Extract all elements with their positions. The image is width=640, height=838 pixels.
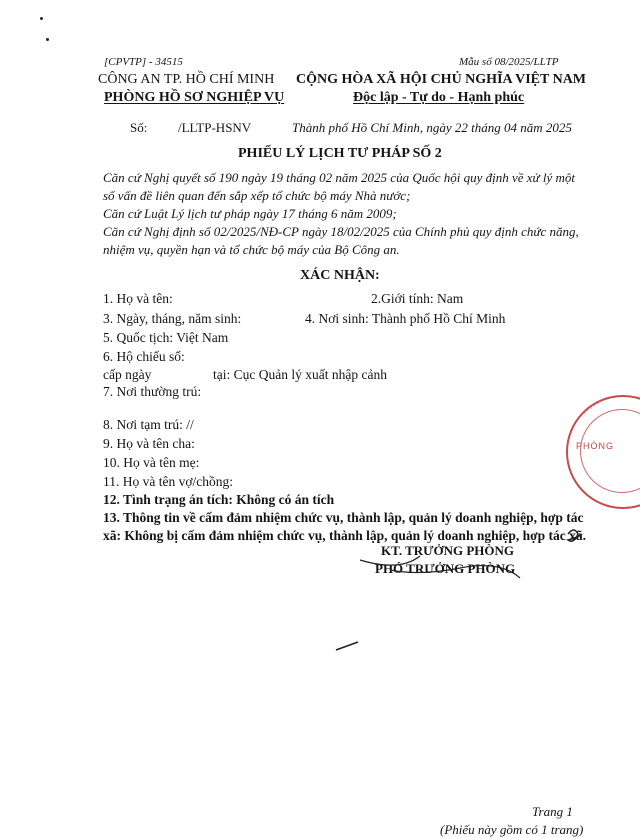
field-spouse-name: 11. Họ và tên vợ/chồng: [103, 474, 233, 489]
field-mother-name: 10. Họ và tên mẹ: [103, 455, 200, 470]
field-issue-date: cấp ngày [103, 367, 152, 382]
page-count-note: (Phiếu này gồm có 1 trang) [440, 822, 584, 837]
seal-text: PHÒNG [576, 441, 615, 451]
signature-title: KT. TRƯỞNG PHÒNG [381, 543, 515, 558]
country-name: CỘNG HÒA XÃ HỘI CHỦ NGHĨA VIỆT NAM [296, 72, 587, 87]
field-issue-place: tại: Cục Quản lý xuất nhập cảnh [213, 367, 387, 382]
scan-speck [46, 38, 49, 41]
field-prohibition-result: xã: Không bị cấm đảm nhiệm chức vụ, thành lập, quản lý doanh nghiệp, hợp tác xã. [103, 528, 586, 543]
form-code: [CPVTP] - 34515 [104, 56, 183, 68]
field-temporary-residence: 8. Nơi tạm trú: // [103, 417, 194, 432]
agency-name: PHÒNG HỒ SƠ NGHIỆP VỤ [104, 90, 285, 105]
seal-inner-ring [580, 409, 640, 493]
field-full-name: 1. Họ và tên: [103, 291, 173, 306]
field-place-of-birth: 4. Nơi sinh: Thành phố Hồ Chí Minh [305, 311, 506, 326]
basis-line: Căn cứ Nghị quyết số 190 ngày 19 tháng 02 năm 2025 của Quốc hội quy định về xử lý một [103, 170, 575, 185]
field-date-of-birth: 3. Ngày, tháng, năm sinh: [103, 311, 242, 326]
field-criminal-record: 12. Tình trạng án tích: Không có án tích [103, 492, 335, 507]
place-date: Thành phố Hồ Chí Minh, ngày 22 tháng 04 năm 2025 [292, 120, 572, 135]
confirm-heading: XÁC NHẬN: [300, 268, 380, 283]
document-title: PHIẾU LÝ LỊCH TƯ PHÁP SỐ 2 [238, 146, 442, 161]
basis-line: nhiệm vụ, quyền hạn và tổ chức bộ máy của Bộ Công an. [103, 242, 400, 257]
basis-line: số vấn đề liên quan đến sắp xếp tổ chức bộ máy Nhà nước; [103, 188, 411, 203]
field-permanent-residence: 7. Nơi thường trú: [103, 384, 202, 399]
field-father-name: 9. Họ và tên cha: [103, 436, 195, 451]
signature-subtitle: PHÓ TRƯỞNG PHÒNG [375, 561, 516, 576]
agency-parent: CÔNG AN TP. HỒ CHÍ MINH [98, 72, 275, 87]
document-number-label: Số: [130, 120, 148, 135]
page-number: Trang 1 [532, 804, 573, 819]
field-prohibition-info: 13. Thông tin về cấm đảm nhiệm chức vụ, thành lập, quản lý doanh nghiệp, hợp tác [103, 510, 584, 525]
form-number: Mẫu số 08/2025/LLTP [459, 56, 559, 68]
motto: Độc lập - Tự do - Hạnh phúc [353, 90, 525, 105]
official-seal [566, 395, 640, 509]
basis-line: Căn cứ Luật Lý lịch tư pháp ngày 17 tháng 6 năm 2009; [103, 206, 397, 221]
seal-ring-text: · · · · · [581, 400, 602, 417]
document-number: /LLTP-HSNV [178, 120, 252, 135]
basis-line: Căn cứ Nghị định số 02/2025/NĐ-CP ngày 18/02/2025 của Chính phủ quy định chức năng, [103, 224, 579, 239]
scan-speck [40, 17, 43, 20]
field-gender: 2.Giới tính: Nam [371, 291, 464, 306]
field-nationality: 5. Quốc tịch: Việt Nam [103, 330, 229, 345]
field-passport: 6. Hộ chiếu số: [103, 349, 185, 364]
signature-strokes [330, 520, 590, 660]
